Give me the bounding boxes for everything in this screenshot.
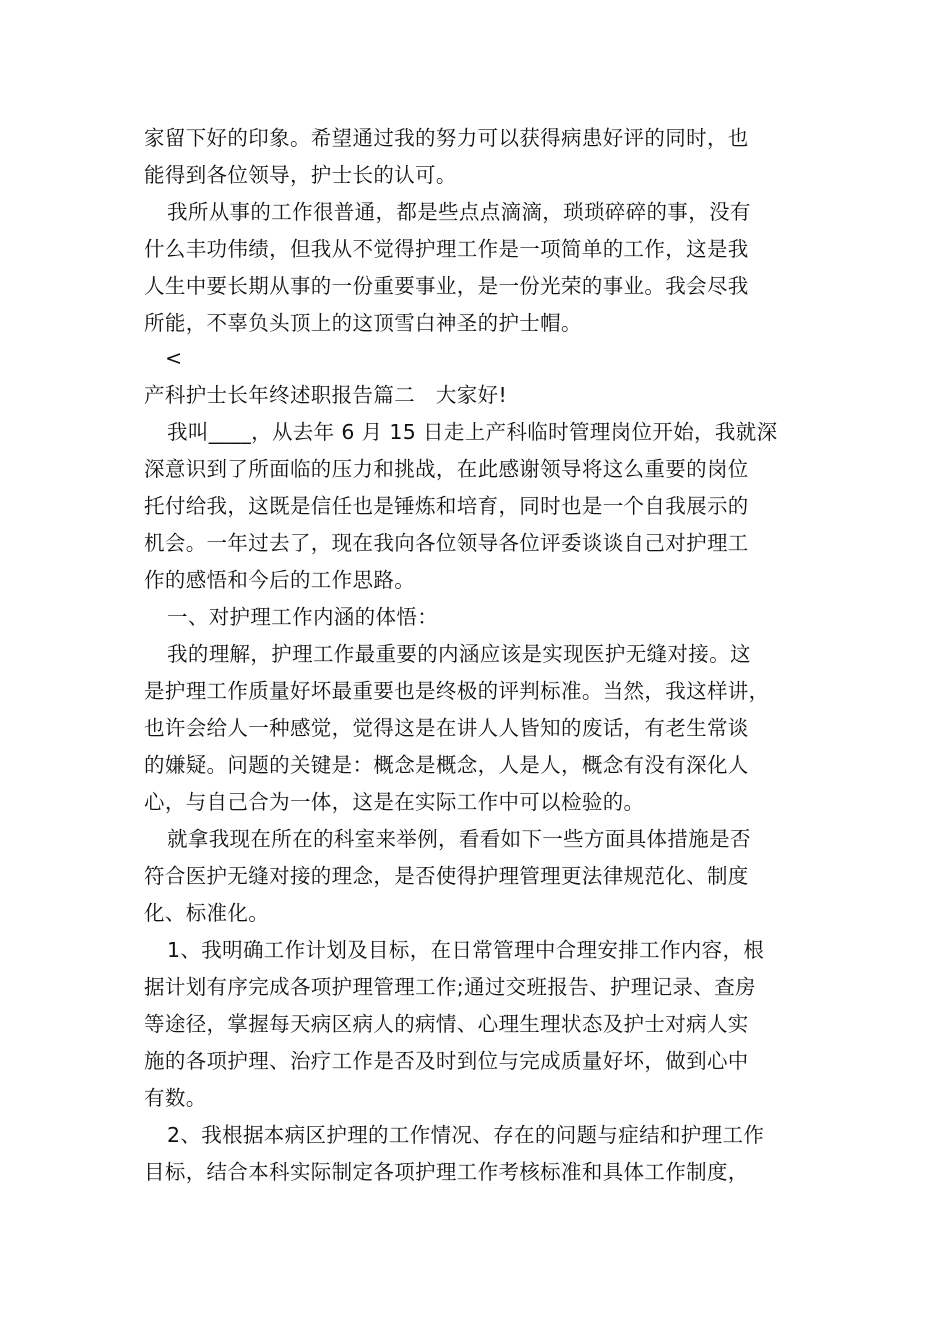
paragraph-line: 作的感悟和今后的工作思路。 [144, 568, 416, 592]
paragraph-line: 心，与自己合为一体，这是在实际工作中可以检验的。 [144, 790, 645, 814]
paragraph-line: 的嫌疑。问题的关键是：概念是概念，人是人，概念有没有深化人 [144, 753, 749, 777]
paragraph-line: 是护理工作质量好坏最重要也是终极的评判标准。当然，我这样讲， [144, 679, 770, 703]
numbered-item-line: 1、我明确工作计划及目标，在日常管理中合理安排工作内容，根 [167, 938, 765, 962]
paragraph-line: 家留下好的印象。希望通过我的努力可以获得病患好评的同时，也 [144, 126, 749, 150]
paragraph-line: 就拿我现在所在的科室来举例，看看如下一些方面具体措施是否 [167, 827, 751, 851]
paragraph-line: 所能，不辜负头顶上的这顶雪白神圣的护士帽。 [144, 311, 582, 335]
paragraph-line: 施的各项护理、治疗工作是否及时到位与完成质量好坏，做到心中 [144, 1049, 749, 1073]
paragraph-line: 我的理解，护理工作最重要的内涵应该是实现医护无缝对接。这 [167, 642, 751, 666]
paragraph-line: 有数。 [144, 1086, 207, 1110]
paragraph-line: 据计划有序完成各项护理管理工作;通过交班报告、护理记录、查房 [144, 975, 756, 999]
paragraph-line: 等途径，掌握每天病区病人的病情、心理生理状态及护士对病人实 [144, 1012, 749, 1036]
paragraph-line: 人生中要长期从事的一份重要事业，是一份光荣的事业。我会尽我 [144, 274, 749, 298]
paragraph-line: 什么丰功伟绩，但我从不觉得护理工作是一项简单的工作，这是我 [144, 237, 749, 261]
numbered-item-line: 2、我根据本病区护理的工作情况、存在的问题与症结和护理工作 [167, 1123, 765, 1147]
paragraph-line: 机会。一年过去了，现在我向各位领导各位评委谈谈自己对护理工 [144, 531, 749, 555]
paragraph-line: 托付给我，这既是信任也是锤炼和培育，同时也是一个自我展示的 [144, 494, 749, 518]
subsection-heading: 一、对护理工作内涵的体悟： [167, 605, 439, 629]
stray-symbol: < [165, 346, 183, 370]
paragraph-line: 化、标准化。 [144, 901, 270, 925]
paragraph-line: 符合医护无缝对接的理念，是否使得护理管理更法律规范化、制度 [144, 864, 749, 888]
paragraph-line: 目标，结合本科实际制定各项护理工作考核标准和具体工作制度， [144, 1160, 749, 1184]
paragraph-line: 能得到各位领导，护士长的认可。 [144, 163, 457, 187]
paragraph-line: 深意识到了所面临的压力和挑战，在此感谢领导将这么重要的岗位 [144, 457, 749, 481]
paragraph-line: 也许会给人一种感觉，觉得这是在讲人人皆知的废话，有老生常谈 [144, 716, 749, 740]
paragraph-line: 我叫____，从去年 6 月 15 日走上产科临时管理岗位开始，我就深 [167, 420, 778, 444]
section-heading: 产科护士长年终述职报告篇二 大家好! [144, 383, 508, 407]
paragraph-line: 我所从事的工作很普通，都是些点点滴滴，琐琐碎碎的事，没有 [167, 200, 751, 224]
